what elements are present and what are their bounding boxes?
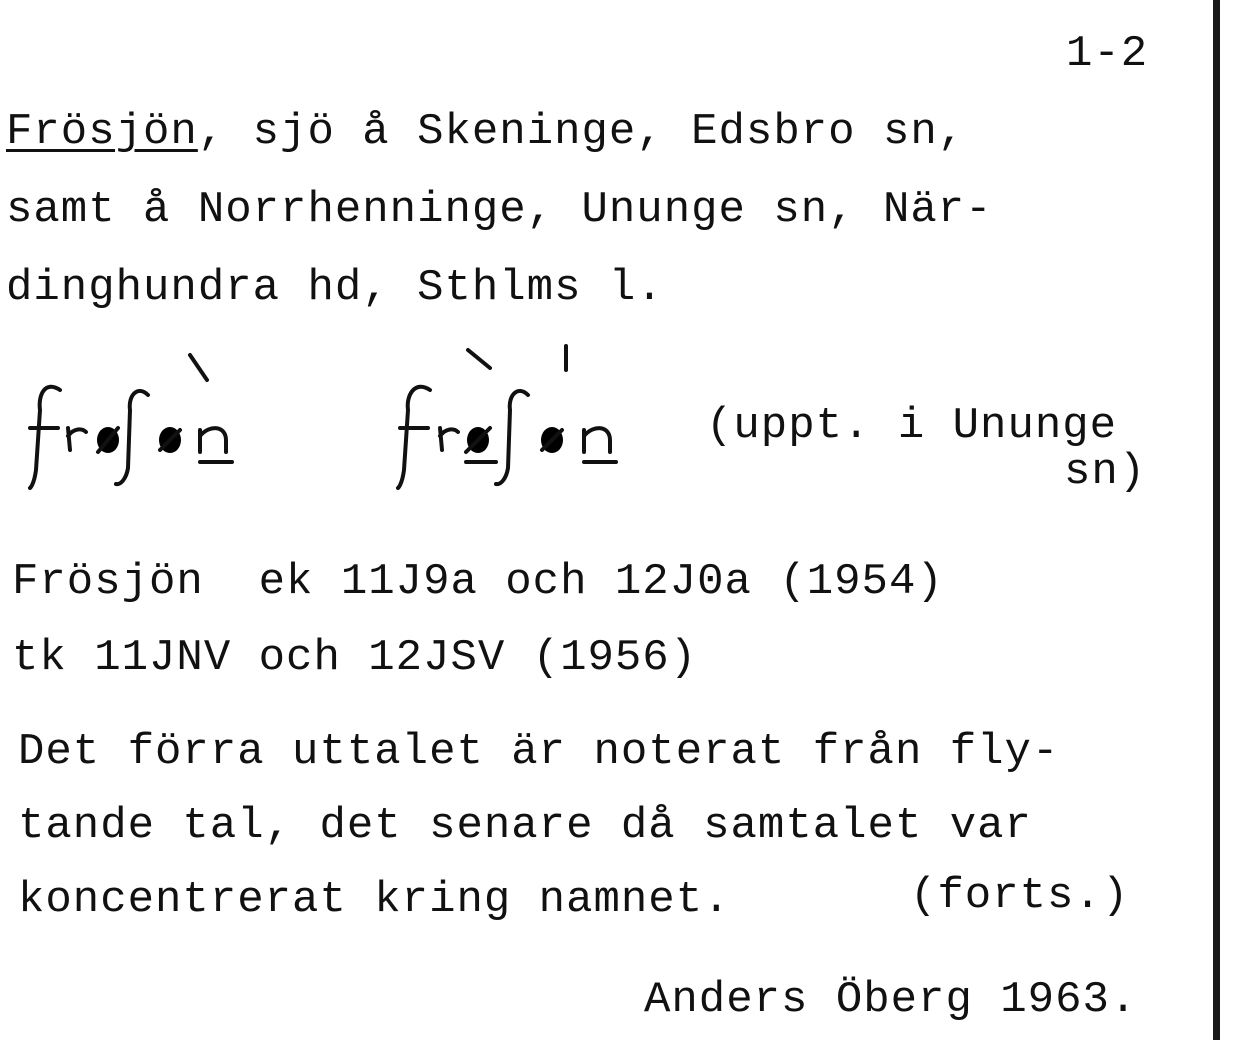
pronunciation-note-line-1: (uppt. i Ununge <box>706 401 1118 451</box>
maps-line-2: tk 11JNV och 12JSV (1956) <box>12 633 698 683</box>
entry-line-2: samt å Norrhenninge, Ununge sn, När- <box>6 185 993 235</box>
pronunciation-note-line-2: sn) <box>1064 447 1147 497</box>
entry-line-1-rest: , sjö å Skeninge, Edsbro sn, <box>197 107 966 157</box>
card-number: 1-2 <box>1066 29 1149 79</box>
phonetic-form-1 <box>30 355 232 488</box>
comment-line-2: tande tal, det senare då samtalet var <box>18 801 1032 851</box>
phonetic-transcriptions <box>0 340 700 500</box>
card-edge <box>1213 0 1220 1040</box>
entry-line-1 <box>6 107 966 157</box>
entry-line-3: dinghundra hd, Sthlms l. <box>6 263 664 313</box>
maps-line-1: Frösjön ek 11J9a och 12J0a (1954) <box>12 557 944 607</box>
continued-note: (forts.) <box>910 871 1130 921</box>
signature: Anders Öberg 1963. <box>644 975 1138 1025</box>
phonetic-form-2 <box>398 346 616 488</box>
headword: Frösjön <box>6 107 198 157</box>
comment-line-1: Det förra uttalet är noterat från fly- <box>18 727 1060 777</box>
comment-line-3: koncentrerat kring namnet. <box>18 875 731 925</box>
